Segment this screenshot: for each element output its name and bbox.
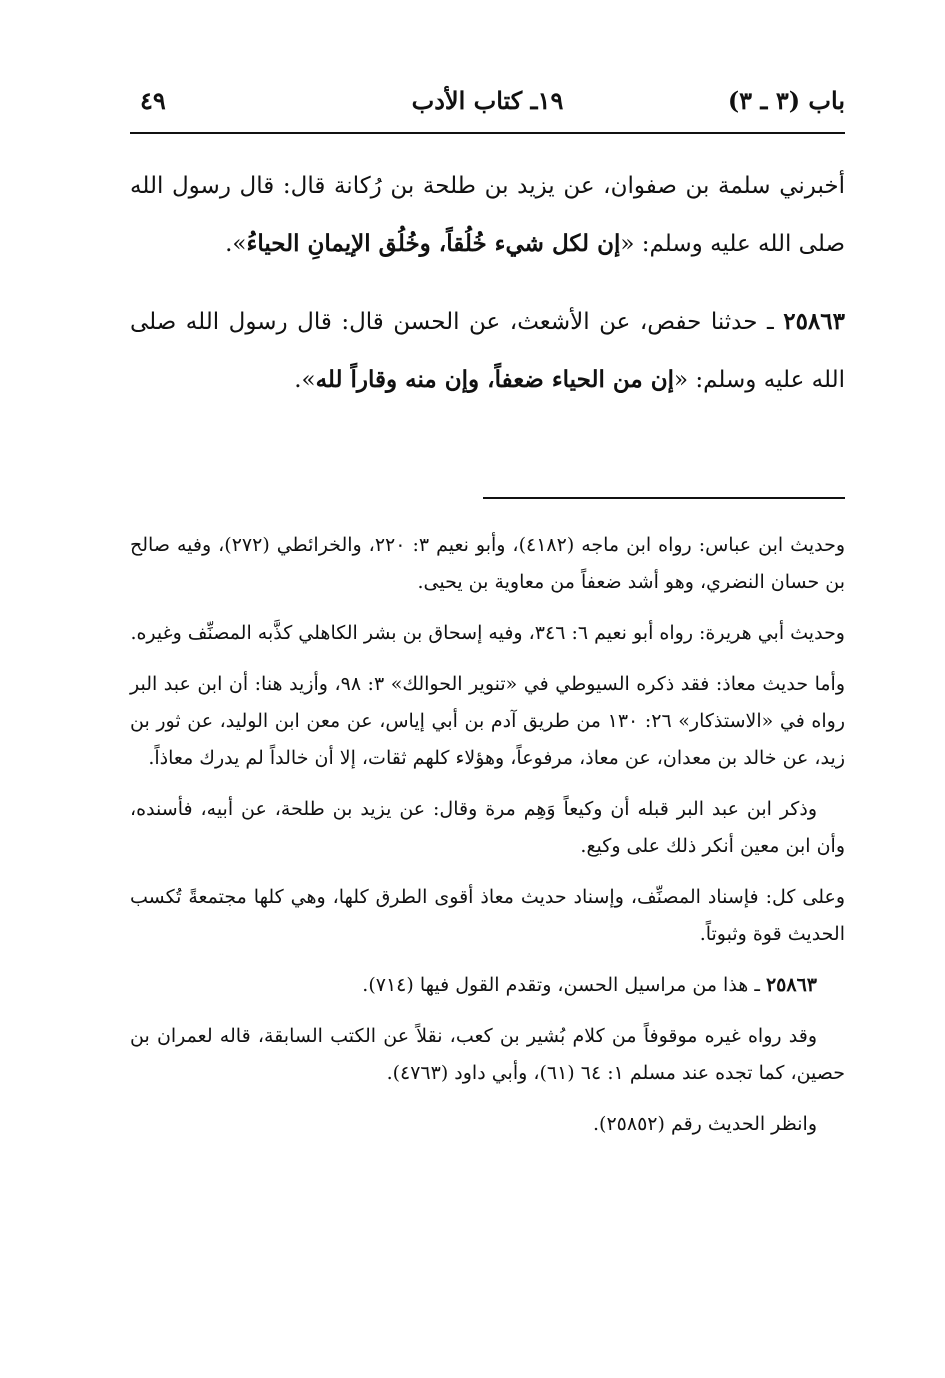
hadith-end: ».: [225, 231, 247, 257]
page-number: ٤٩: [140, 86, 166, 115]
hadith-matn: إن من الحياء ضعفاً، وإن منه وقاراً لله: [315, 366, 674, 393]
footnotes: [130, 527, 845, 1157]
footnote-paragraph: وقد رواه غيره موقوفاً من كلام بُشير بن كعب، نقلاً عن الكتب السابقة، قاله لعمران بن حصين، كما تجده عند مسلم ١: ٦٤ (٦١)، وأبي داود (٤٧٦٣).: [130, 1025, 845, 1084]
hadith-matn: إن لكل شيء خُلُقاً، وخُلُق الإيمانِ الحياءُ: [246, 230, 621, 257]
footnote-paragraph: وانظر الحديث رقم (٢٥٨٥٢).: [593, 1113, 817, 1135]
hadith-paragraph-1: [130, 158, 845, 273]
footnote-paragraph: وحديث أبي هريرة: رواه أبو نعيم ٦: ٣٤٦، وفيه إسحاق بن بشر الكاهلي كذَّبه المصنِّف وغيره.: [130, 622, 845, 644]
footnote-paragraph: [130, 967, 845, 1004]
hadith-chain: ـ حدثنا حفص، عن الأشعث، عن الحسن قال: قال رسول الله صلى الله عليه وسلم: «: [130, 309, 845, 393]
hadith-number: ٢٥٨٦٣: [783, 308, 845, 335]
footnote-paragraph: وعلى كل: فإسناد المصنِّف، وإسناد حديث معاذ أقوى الطرق كلها، وهي كلها مجتمعةً تُكسب الحديث قوة وثبوتاً.: [130, 886, 845, 945]
footnote-text: ـ هذا من مراسيل الحسن، وتقدم القول فيها (٧١٤).: [362, 974, 766, 996]
footnote-separator: [483, 497, 845, 499]
page-header: [130, 86, 845, 126]
footnote-paragraph: وذكر ابن عبد البر قبله أن وكيعاً وَهِم مرة وقال: عن يزيد بن طلحة، عن أبيه، فأسنده، وأن ابن معين أنكر ذلك على وكيع.: [130, 798, 845, 857]
chapter-heading: باب (٣ ـ ٣): [727, 86, 845, 115]
footnote-number: ٢٥٨٦٣: [765, 974, 817, 996]
footnote-paragraph: وأما حديث معاذ: فقد ذكره السيوطي في «تنوير الحوالك» ٣: ٩٨، وأزيد هنا: أن ابن عبد البر رواه في «الاستذكار» ٢٦: ١٣٠ من طريق آدم بن أبي إياس، عن معن ابن الوليد، عن ثور بن زيد، عن خالد بن معدان، عن معاذ، مرفوعاً، وهؤلاء كلهم ثقات، إلا أن خالداً لم يدرك معاذاً.: [130, 673, 845, 769]
footnote-paragraph: وحديث ابن عباس: رواه ابن ماجه (٤١٨٢)، وأبو نعيم ٣: ٢٢٠، والخرائطي (٢٧٢)، وفيه صالح بن حسان النضري، وهو أشد ضعفاً من معاوية بن يحيى.: [130, 534, 845, 593]
main-text: [130, 158, 845, 409]
hadith-end: ».: [294, 367, 316, 393]
hadith-chain: أخبرني سلمة بن صفوان، عن يزيد بن طلحة بن رُكانة قال: قال رسول الله صلى الله عليه وسلم: «: [130, 173, 845, 257]
header-rule: [130, 132, 845, 134]
hadith-paragraph-2: [130, 293, 845, 409]
book-title: ١٩ـ كتاب الأدب: [411, 86, 564, 115]
